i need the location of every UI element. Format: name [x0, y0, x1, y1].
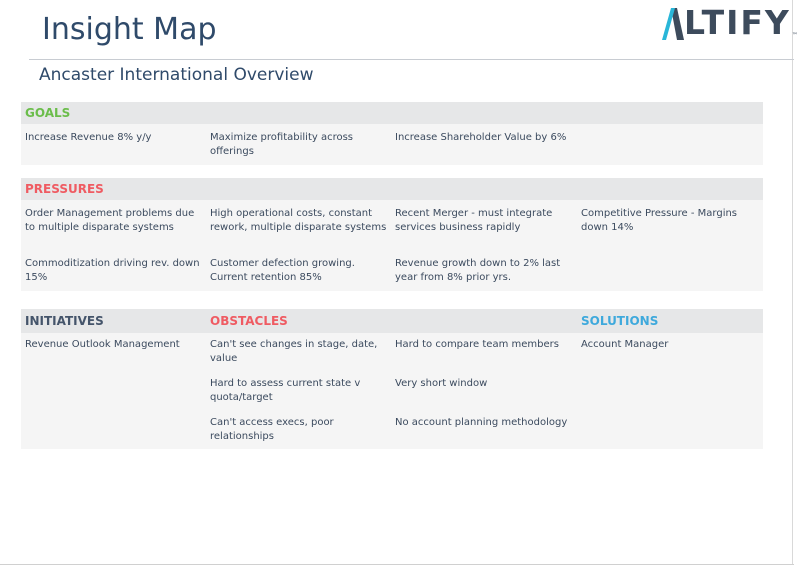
bottom-border — [0, 564, 794, 565]
goals-section — [21, 102, 763, 165]
obstacle-item: Can't access execs, poor relationships — [210, 417, 334, 442]
logo-text: LTIFY — [684, 3, 791, 42]
pressures-header-bar — [21, 178, 763, 200]
goal-item: Maximize profitability across offerings — [210, 132, 354, 157]
pressure-item: High operational costs, constant rework, multiple disparate systems — [210, 208, 387, 233]
solutions-heading: SOLUTIONS — [581, 314, 659, 328]
pressures-section — [21, 178, 763, 291]
solution-item: Account Manager — [581, 339, 669, 350]
altify-logo — [662, 3, 798, 42]
page-title: Insight Map — [42, 12, 217, 47]
goals-header-bar — [21, 102, 763, 124]
obstacle-item: Hard to compare team members — [395, 339, 559, 350]
page-subtitle: Ancaster International Overview — [39, 65, 314, 85]
initiatives-heading: INITIATIVES — [25, 314, 104, 328]
header-divider — [29, 59, 794, 60]
initiative-item: Revenue Outlook Management — [25, 339, 180, 350]
obstacles-heading: OBSTACLES — [210, 314, 288, 328]
goals-heading: GOALS — [25, 106, 71, 120]
logo-trademark: ™ — [791, 32, 798, 39]
pressures-heading: PRESSURES — [25, 182, 104, 196]
obstacle-item: No account planning methodology — [395, 417, 568, 428]
goal-item: Increase Revenue 8% y/y — [25, 132, 152, 143]
pressure-item: Revenue growth down to 2% last year from 8% prior yrs. — [395, 258, 561, 283]
pressure-item: Competitive Pressure - Margins down 14% — [581, 208, 738, 233]
goal-item: Increase Shareholder Value by 6% — [395, 132, 567, 143]
pressure-item: Commoditization driving rev. down 15% — [25, 258, 200, 283]
initiatives-obstacles-section — [21, 309, 763, 449]
logo-a-mark-icon — [662, 6, 684, 40]
pressure-item: Customer defection growing. Current retention 85% — [210, 258, 355, 283]
pressure-item: Order Management problems due to multiple disparate systems — [25, 208, 195, 233]
obstacle-item: Very short window — [395, 378, 488, 389]
obstacle-item: Hard to assess current state v quota/target — [210, 378, 361, 403]
obstacle-item: Can't see changes in stage, date, value — [210, 339, 378, 364]
pressure-item: Recent Merger - must integrate services business rapidly — [395, 208, 553, 233]
